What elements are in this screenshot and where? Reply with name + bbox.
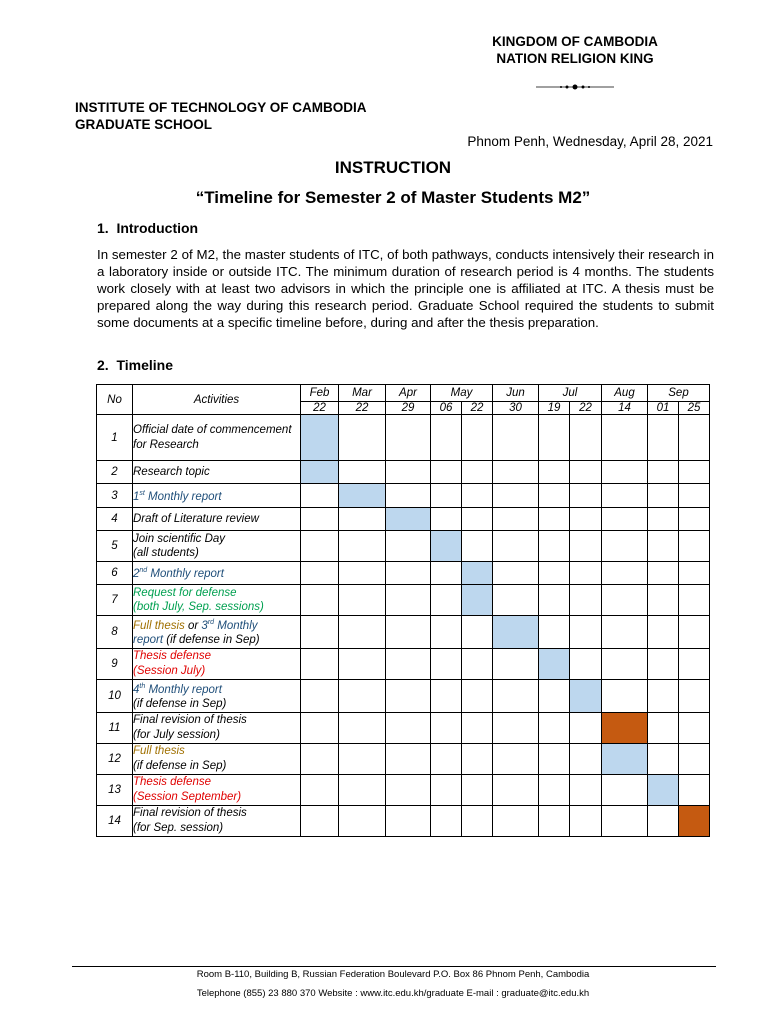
activity-text: 1 (133, 490, 140, 503)
timeline-bar-blue (301, 461, 339, 484)
activity-text: (if defense in Sep) (133, 698, 227, 711)
institute-block (75, 99, 367, 133)
activity-text: (if defense in Sep) (163, 634, 260, 647)
activity-cell (133, 743, 301, 774)
timeline-bar-blue (339, 484, 386, 508)
activity-text: Research topic (133, 465, 210, 478)
table-row (97, 562, 710, 585)
timeline-bar-blue (462, 585, 493, 616)
table-row (97, 712, 710, 743)
ornament-divider-icon (536, 82, 614, 92)
header-no: No (97, 385, 133, 415)
activity-cell (133, 648, 301, 679)
activity-text: (Session July) (133, 664, 206, 677)
document-date: Phnom Penh, Wednesday, April 28, 2021 (467, 134, 713, 149)
timeline-bar-blue (386, 508, 431, 531)
row-number: 1 (97, 415, 133, 461)
activity-cell (133, 461, 301, 484)
activity-text: Draft of Literature review (133, 512, 259, 525)
table-row (97, 743, 710, 774)
row-number: 7 (97, 585, 133, 616)
timeline-bar-blue (539, 648, 570, 679)
activity-text: (if defense in Sep) (133, 759, 227, 772)
activity-text-sup: th (139, 682, 146, 690)
activity-text: report (133, 634, 164, 647)
day-header: 01 (648, 402, 679, 415)
activity-text: Request for defense (133, 586, 237, 599)
row-number: 12 (97, 743, 133, 774)
table-row (97, 648, 710, 679)
timeline-bar-blue (462, 562, 493, 585)
row-number: 11 (97, 712, 133, 743)
day-header: 22 (570, 402, 602, 415)
institute-name: INSTITUTE OF TECHNOLOGY OF CAMBODIA (75, 100, 367, 115)
month-header: May (431, 385, 493, 402)
timeline-bar-blue (648, 774, 679, 805)
table-row (97, 415, 710, 461)
table-row (97, 484, 710, 508)
activity-text-sup: rd (207, 619, 215, 626)
row-number: 4 (97, 508, 133, 531)
row-number: 10 (97, 679, 133, 712)
activity-text: Join scientific Day (133, 532, 226, 545)
kingdom-header (460, 33, 690, 67)
activity-cell (133, 562, 301, 585)
month-header: Feb (301, 385, 339, 402)
activity-text: (both July, Sep. sessions) (133, 601, 264, 613)
activity-text-sup: nd (139, 567, 148, 575)
timeline-table (96, 384, 710, 837)
activity-cell (133, 712, 301, 743)
timeline-bar-orange (602, 712, 648, 743)
kingdom-motto: NATION RELIGION KING (496, 51, 654, 66)
activity-cell (133, 679, 301, 712)
row-number: 3 (97, 484, 133, 508)
timeline-bar-blue (570, 679, 602, 712)
activity-text: 4 (133, 683, 140, 696)
activity-cell (133, 484, 301, 508)
activity-cell (133, 616, 301, 649)
row-number: 13 (97, 774, 133, 805)
activity-text: (all students) (133, 547, 199, 559)
activity-text: (for July session) (133, 728, 220, 741)
day-header: 19 (539, 402, 570, 415)
activity-text-sup: st (139, 489, 145, 497)
month-header: Apr (386, 385, 431, 402)
activity-text: Monthly (214, 619, 258, 632)
table-row (97, 585, 710, 616)
activity-text: or (184, 619, 202, 632)
timeline-bar-orange (679, 805, 710, 836)
timeline-bar-blue (431, 531, 462, 562)
month-header: Jun (493, 385, 539, 402)
day-header: 22 (301, 402, 339, 415)
activity-cell (133, 774, 301, 805)
table-row (97, 508, 710, 531)
table-row (97, 616, 710, 649)
day-header: 30 (493, 402, 539, 415)
activity-text: Final revision of thesis (133, 807, 247, 820)
activity-text: (for Sep. session) (133, 821, 224, 834)
month-header: Mar (339, 385, 386, 402)
activity-text: Monthly report (147, 568, 224, 581)
activity-cell (133, 415, 301, 461)
document-title: INSTRUCTION (334, 158, 452, 177)
introduction-paragraph: In semester 2 of M2, the master students of ITC, of both pathways, conducts intensively their research in a laboratory inside or outside ITC. The minimum duration of research period is 4 months. The students work closely with at least two advisors in which the principle one is affiliated at ITC. A thesis must be prepared along the way during this research period. Graduate School required the students to submit some documents at a specific timeline before, during and after the thesis preparation. (97, 247, 714, 330)
table-row (97, 679, 710, 712)
activity-text: Official date of commencement for Research (133, 424, 292, 451)
month-header: Jul (539, 385, 602, 402)
day-header: 06 (431, 402, 462, 415)
row-number: 6 (97, 562, 133, 585)
day-header: 22 (339, 402, 386, 415)
timeline-bar-blue (602, 743, 648, 774)
timeline-bar-blue (301, 415, 339, 461)
timeline-bar-blue (493, 616, 539, 649)
row-number: 9 (97, 648, 133, 679)
activity-text: (Session September) (133, 790, 242, 803)
activity-cell (133, 585, 301, 616)
table-row (97, 774, 710, 805)
section-heading-timeline: 2. Timeline (97, 357, 173, 373)
table-row (97, 461, 710, 484)
month-header: Sep (648, 385, 710, 402)
header-activities: Activities (133, 385, 301, 415)
document-subtitle: “Timeline for Semester 2 of Master Students M2” (195, 188, 591, 207)
row-number: 8 (97, 616, 133, 649)
table-header-months (97, 385, 710, 402)
activity-text: Final revision of thesis (133, 714, 247, 727)
month-header: Aug (602, 385, 648, 402)
activity-text: 3 (201, 619, 208, 632)
activity-text: Monthly report (144, 490, 222, 503)
section-heading-introduction: 1. Introduction (97, 220, 199, 236)
row-number: 2 (97, 461, 133, 484)
day-header: 14 (602, 402, 648, 415)
kingdom-title: KINGDOM OF CAMBODIA (492, 34, 658, 49)
activity-text: 2 (133, 568, 140, 581)
activity-cell (133, 531, 301, 562)
row-number: 5 (97, 531, 133, 562)
footer-address: Room B-110, Building B, Russian Federation Boulevard P.O. Box 86 Phnom Penh, Cambodia (196, 969, 590, 980)
row-number: 14 (97, 805, 133, 836)
day-header: 29 (386, 402, 431, 415)
day-header: 25 (679, 402, 710, 415)
activity-text: Monthly report (145, 683, 222, 696)
school-name: GRADUATE SCHOOL (75, 117, 212, 132)
activity-text: Thesis defense (133, 776, 211, 789)
activity-text: Full thesis (133, 745, 185, 758)
table-row (97, 805, 710, 836)
activity-text: Full thesis (133, 619, 185, 632)
footer-contact: Telephone (855) 23 880 370 Website : www.itc.edu.kh/graduate E-mail : graduate@itc.edu.kh (196, 988, 590, 999)
table-row (97, 531, 710, 562)
activity-cell (133, 805, 301, 836)
footer-divider (72, 966, 716, 967)
activity-text: Thesis defense (133, 650, 211, 663)
day-header: 22 (462, 402, 493, 415)
activity-cell (133, 508, 301, 531)
